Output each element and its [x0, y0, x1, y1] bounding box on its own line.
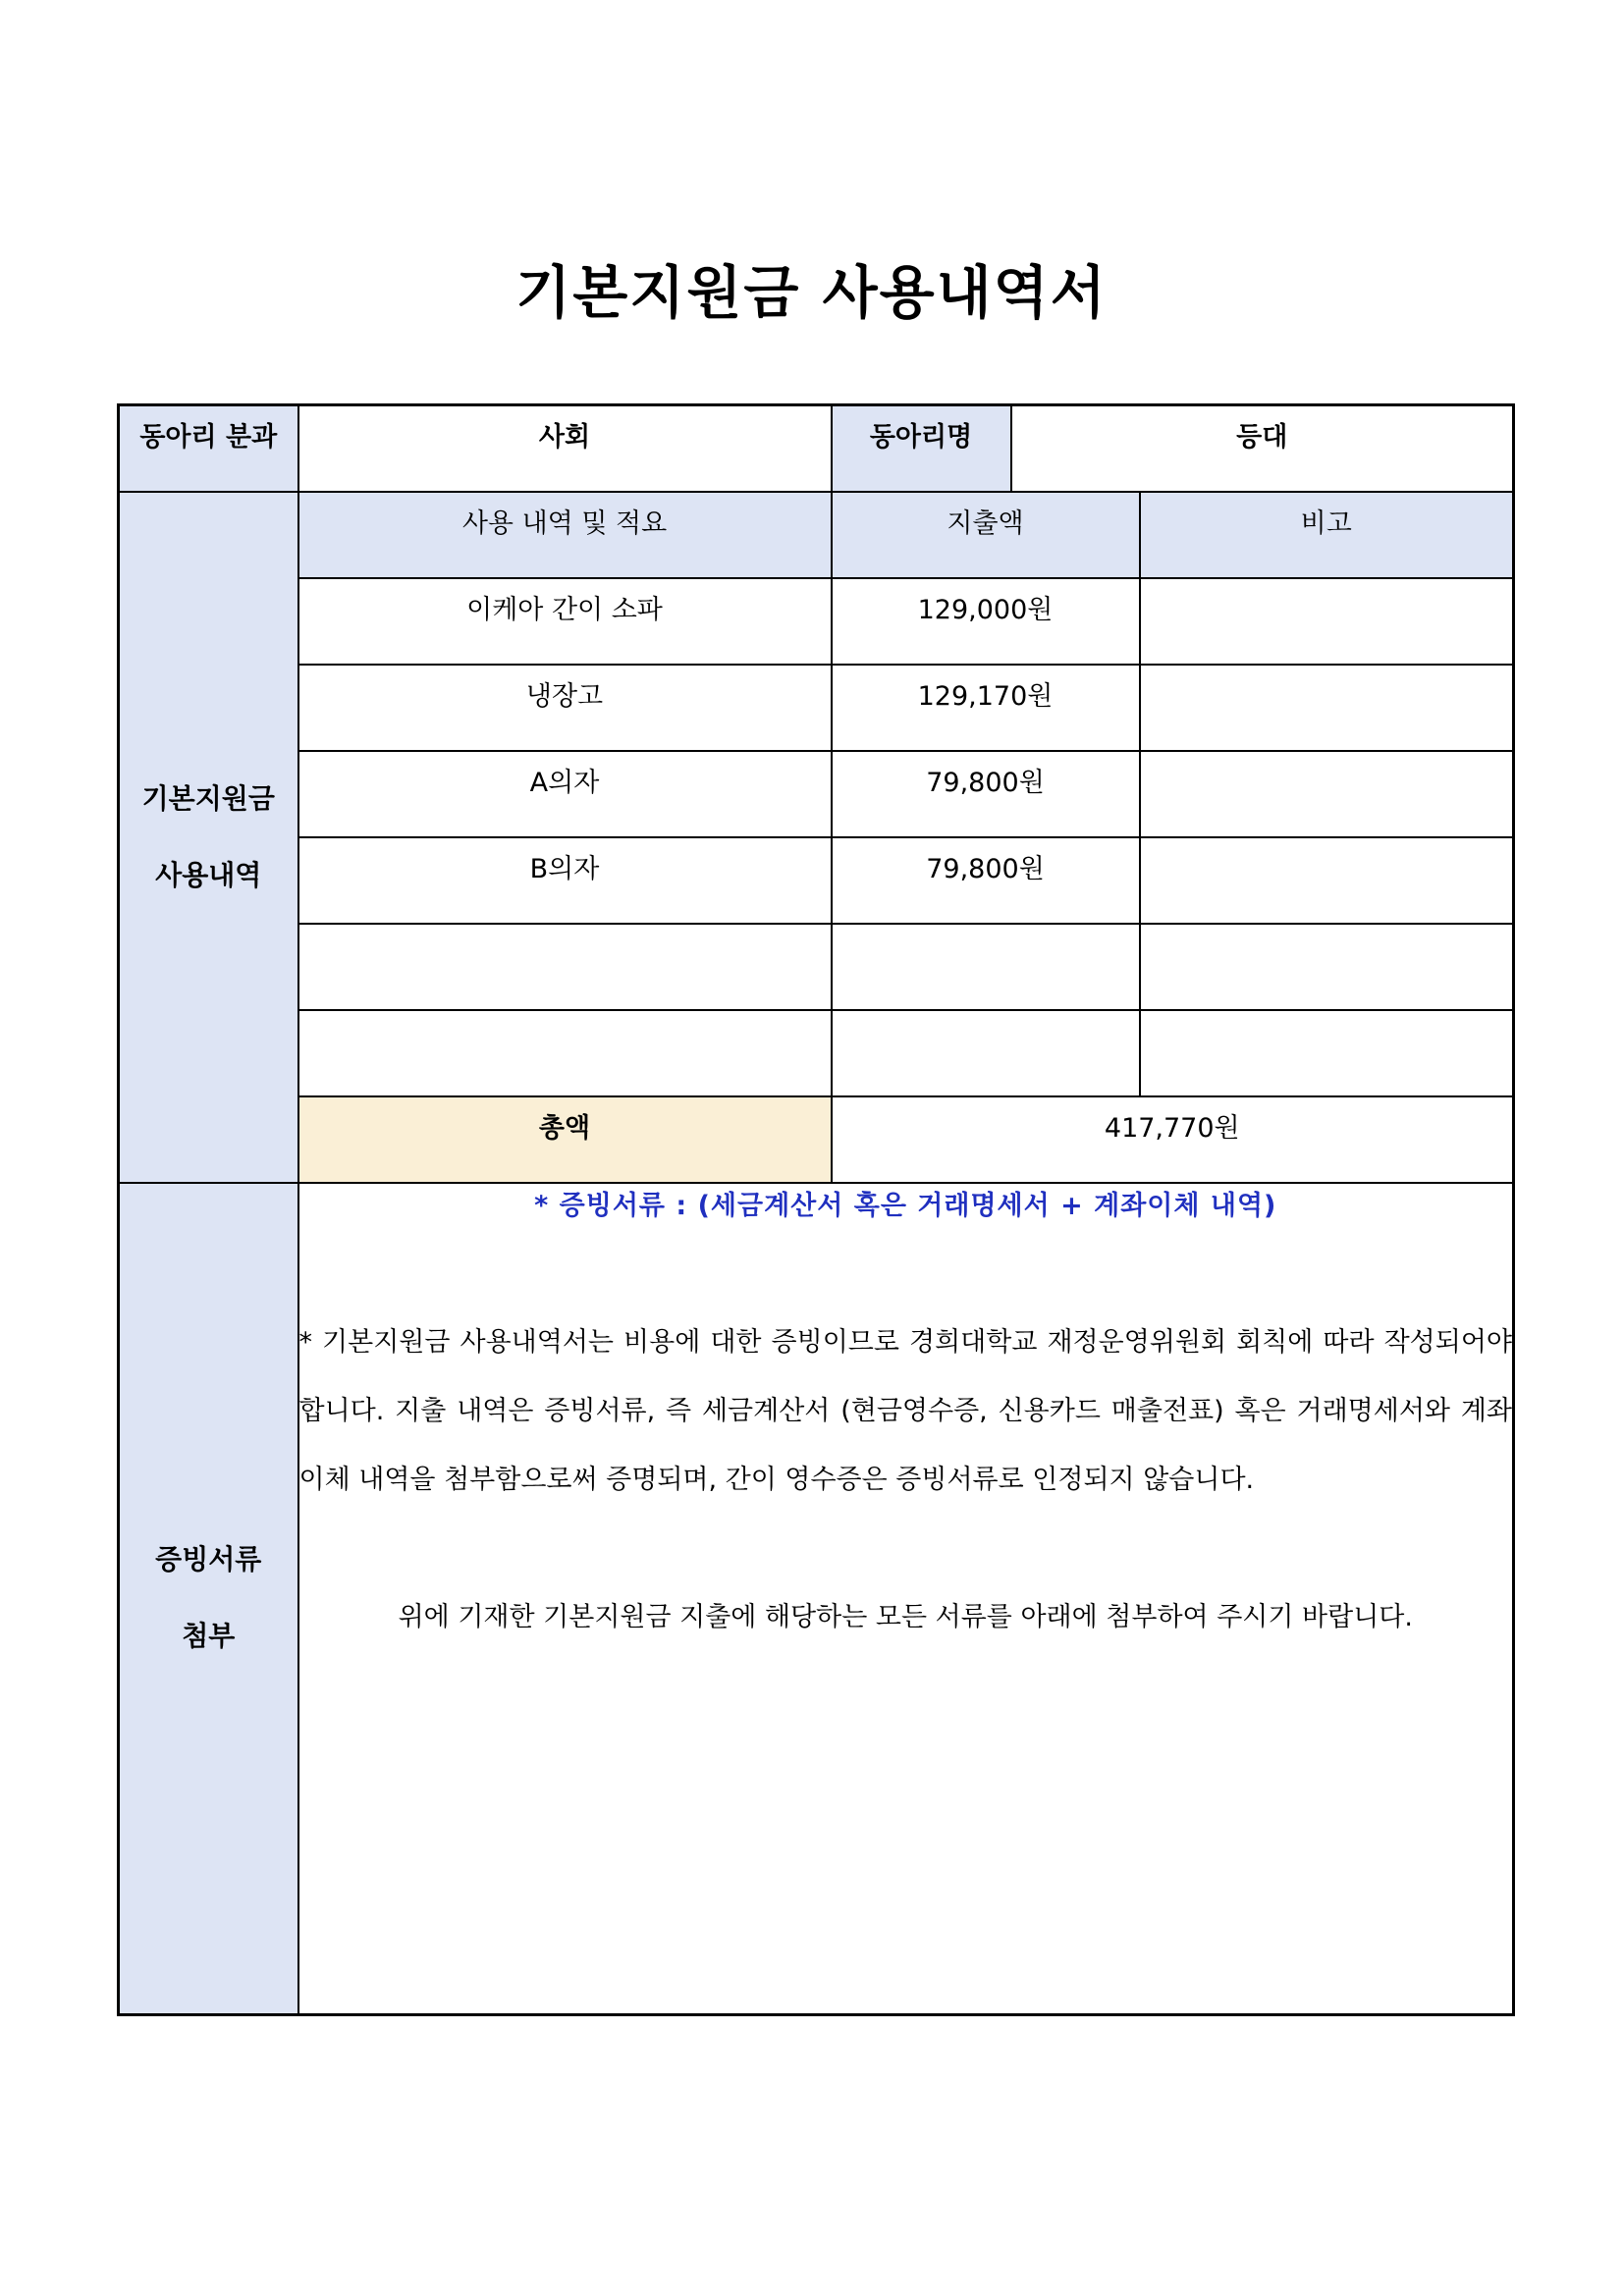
column-header-amount	[832, 492, 1140, 578]
table-row	[119, 665, 1514, 751]
column-header-note-label: 비고	[1300, 507, 1352, 539]
attachment-content-cell	[298, 1183, 1514, 2015]
category-value-cell	[298, 405, 832, 492]
club-name-label-cell	[832, 405, 1011, 492]
total-label: 총액	[538, 1112, 591, 1144]
header-row	[119, 405, 1514, 492]
row-note	[1141, 1011, 1513, 1023]
total-label-cell	[298, 1096, 832, 1183]
table-row	[119, 1010, 1514, 1096]
usage-section-label-cell	[119, 492, 298, 1183]
row-amount-cell	[832, 751, 1140, 837]
row-note	[1141, 925, 1513, 936]
row-note	[1141, 666, 1513, 677]
row-item: 냉장고	[525, 680, 604, 712]
category-value: 사회	[538, 422, 591, 453]
club-name-value: 등대	[1236, 422, 1288, 453]
row-amount-cell	[832, 578, 1140, 665]
row-note-cell	[1140, 578, 1514, 665]
row-amount: 129,000원	[917, 594, 1054, 625]
row-note	[1141, 752, 1513, 764]
usage-report-form	[117, 403, 1515, 2016]
row-note-cell	[1140, 751, 1514, 837]
row-item-cell	[298, 924, 832, 1010]
row-amount: 79,800원	[926, 853, 1045, 884]
document-title: 기본지원금 사용내역서	[515, 259, 1108, 326]
row-amount: 129,170원	[917, 680, 1054, 712]
table-row	[119, 578, 1514, 665]
row-item: B의자	[529, 853, 600, 884]
row-item: 이케아 간이 소파	[466, 594, 663, 625]
attachment-section-label-line1: 증빙서류	[155, 1543, 262, 1576]
column-header-item	[298, 492, 832, 578]
row-item	[299, 1011, 831, 1023]
attachment-closing: 위에 기재한 기본지원금 지출에 해당하는 모든 서류를 아래에 첨부하여 주시기 바랍니다.	[398, 1601, 1413, 1632]
row-item-cell	[298, 751, 832, 837]
usage-section-label-line2: 사용내역	[155, 858, 262, 891]
table-row	[119, 924, 1514, 1010]
row-note-cell	[1140, 665, 1514, 751]
total-row	[119, 1096, 1514, 1183]
category-label: 동아리 분과	[139, 422, 278, 453]
club-name-value-cell	[1011, 405, 1514, 492]
row-note-cell	[1140, 924, 1514, 1010]
row-amount	[833, 1011, 1139, 1023]
row-amount-cell	[832, 1010, 1140, 1096]
row-amount-cell	[832, 665, 1140, 751]
attachment-row	[119, 1183, 1514, 2015]
row-amount	[833, 925, 1139, 936]
table-row	[119, 751, 1514, 837]
usage-section-label-line1: 기본지원금	[141, 781, 275, 815]
row-item: A의자	[529, 767, 600, 798]
column-header-item-label: 사용 내역 및 적요	[461, 507, 668, 539]
attachment-section-label-line2: 첨부	[182, 1620, 236, 1653]
row-note-cell	[1140, 837, 1514, 924]
row-amount-cell	[832, 924, 1140, 1010]
row-amount: 79,800원	[926, 767, 1045, 798]
attachment-note: * 증빙서류 : (세금계산서 혹은 거래명세서 + 계좌이체 내역)	[534, 1190, 1277, 1221]
row-item-cell	[298, 1010, 832, 1096]
row-item-cell	[298, 578, 832, 665]
row-note	[1141, 579, 1513, 591]
row-item-cell	[298, 665, 832, 751]
column-header-note	[1140, 492, 1514, 578]
row-item	[299, 925, 831, 936]
usage-column-header-row	[119, 492, 1514, 578]
row-item-cell	[298, 837, 832, 924]
row-amount-cell	[832, 837, 1140, 924]
category-label-cell	[119, 405, 298, 492]
attachment-section-label-cell	[119, 1183, 298, 2015]
total-value: 417,770원	[1104, 1112, 1240, 1144]
attachment-paragraph: * 기본지원금 사용내역서는 비용에 대한 증빙이므로 경희대학교 재정운영위원회 회칙에 따라 작성되어야 합니다. 지출 내역은 증빙서류, 즉 세금계산서 (현금영수증, 신용카드 매출전표) 혹은 거래명세서와 계좌이체 내역을 첨부함으로써 증명되며, 간이 영수증은 증빙서류로 인정되지 않습니다.	[298, 1326, 1513, 1495]
total-value-cell	[832, 1096, 1514, 1183]
table-row	[119, 837, 1514, 924]
column-header-amount-label: 지출액	[947, 507, 1024, 539]
club-name-label: 동아리명	[869, 422, 973, 453]
row-note	[1141, 838, 1513, 850]
row-note-cell	[1140, 1010, 1514, 1096]
